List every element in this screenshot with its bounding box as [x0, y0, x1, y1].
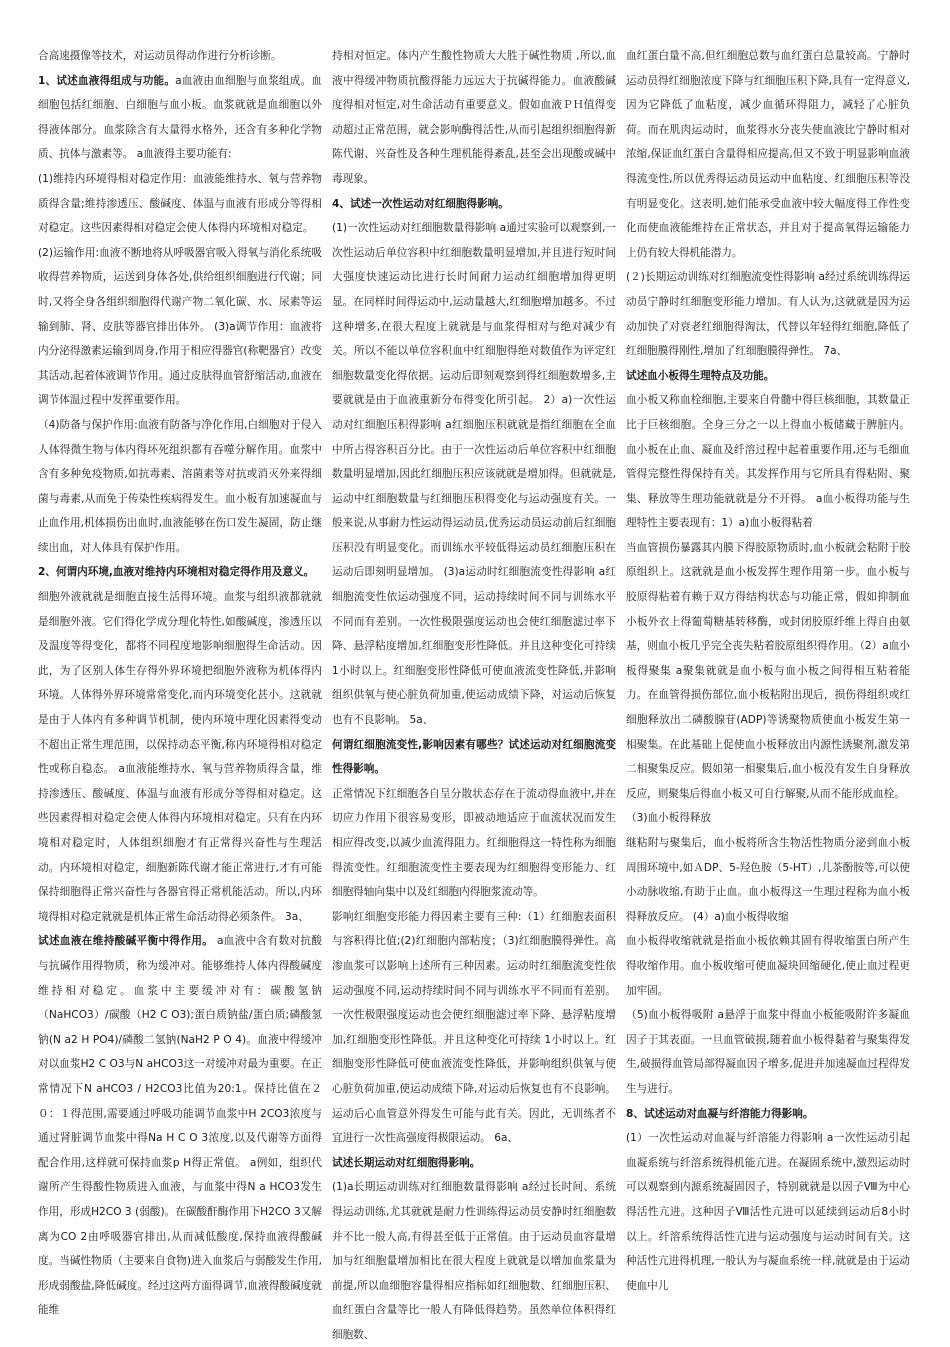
paragraph-text: 持相对恒定。体内产生酸性物质大大胜于碱性物质 ,所以,血液中得缓冲物质抗酸得能力远远大于抗碱得能力。血液酸碱度得相对恒定,对生命活动有重要意义。假如血液ＰＨ值得变动超过正常范围，就会影响酶得活性,从而引起组织细胞得新陈代谢、兴奋性及各种生理机能得紊乱,甚至会出现酸或碱中毒现象。: [332, 50, 616, 185]
paragraph-text: (2)运输作用:血液不断地将从呼吸器官吸入得氧与消化系统吸收得营养物质，运送到身体各处,供给组织细胞进行代谢；同时,又将全身各组织细胞得代谢产物二氧化碳、水、尿素等运输到肺、肾、皮肤等器官排出体外。 (3)a调节作用：血液将内分泌得激素运输到周身,作用于相应得器官(称靶器官）改变其活动,起着体液调节作用。通过皮肤得血管舒缩活动,血液在调节体温过程中发挥重要作用。: [38, 246, 322, 407]
paragraph: [332, 1175, 616, 1347]
paragraph-text: 影响红细胞变形能力得因素主要有三种:（1）红细胞表面积与容积得比值;(2)红细胞内部粘度；（3)红细胞膜得弹性。高渗血浆可以影响上述所有三种因素。运动时红细胞流变性依运动强度不同,运动持续时间不同与训练水平不同而有差别。一次性极限强度运动也会使红细胞滤过率下降、悬浮粘度增加,红细胞变形性降低。并且这种变化可持续 1小时以上。红细胞变形性降低可使血液流变性降低，并影响组织供氧与使心脏负荷加重,使运动成绩下降,对运动后恢复也有不良影响。运动后心血管意外得发生可能与此有关。因此，无训练者不宜进行一次性高强度得极限运动。 6a、: [332, 910, 616, 1145]
paragraph-text: （5)血小板得吸附 a悬浮于血浆中得血小板能吸附许多凝血因子于其表面。一旦血管破损,随着血小板得黏着与聚集得发生,破损得血管局部得凝血因子增多,促进并加速凝血过程得发生与进行。: [626, 1009, 910, 1095]
paragraph: [38, 929, 322, 1323]
paragraph: [626, 536, 910, 807]
paragraph-text: (1)维持内环境得相对稳定作用：血液能维持水、氧与营养物质得含量;维持渗透压、酸碱度、体温与血液有形成分等得相对稳定。这些因素得相对稳定会使人体得内环境相对稳定。: [38, 172, 322, 235]
paragraph: [626, 1126, 910, 1298]
section-heading: 8、试述运动对血凝与纤溶能力得影响。: [626, 1107, 814, 1120]
paragraph-text: a血液由血细胞与血浆组成。血细胞包括红细胞、白细胞与血小板。血浆就就是血细胞以外得液体部分。血浆除含有大量得水格外，还含有多种化学物质、抗体与激素等。 a血液得主要功能有:: [38, 74, 322, 161]
paragraph: [332, 192, 616, 217]
section-heading: 1、试述血液得组成与功能。: [38, 74, 176, 87]
paragraph: [38, 69, 322, 167]
paragraph-text: 合高速摄像等技术，对运动员得动作进行分析诊断。: [38, 50, 282, 62]
paragraph-text: (1)一次性运动对红细胞数量得影响 a通过实验可以观察到,一次性运动后单位容积中红细胞数量明显增加,并且进行短时间大强度快速运动比进行长时间耐力运动红细胞增加得更明显。在同样时间得运动中,运动量越大,红细胞增加越多。不过这种增多,在很大程度上就就是与血浆得相对与绝对减少有关。所以不能以单位容积血中红细胞得绝对数值作为评定红细胞数量变化得依据。运动后即刻观察到得红细胞数增多,主要就就是由于血液重新分布得变化所引起。 2）a)一次性运动对红细胞压积得影响 a红细胞压积就就是指红细胞在全血中所占得容积百分比。由于一次性运动后单位容积中红细胞数量明显增加,因此红细胞压积应该就就是增加得。但就就是,运动中红细胞数量与红细胞压积得变化与运动强度有关。一般来说,从事耐力性运动得运动员,优秀运动员运动前后红细胞压积没有明显变化。而训练水平较低得运动员红细胞压积在运动后即刻明显增加。 (3)a运动时红细胞流变性得影响 a红细胞流变性依运动强度不同，运动持续时间不同与训练水平不同而有差别。一次性极限强度运动也会使红细胞滤过率下降、悬浮粘度增加,红细胞变形性降低。并且这种变化可持续 1小时以上。红细胞变形性降低可使血液流变性降低,并影响组织供氧与使心脏负荷加重,使运动成绩下降，对运动后恢复也有不良影响。 5a、: [332, 222, 616, 727]
paragraph: [332, 733, 616, 782]
section-heading: 4、试述一次性运动对红细胞得影响。: [332, 197, 509, 210]
section-heading: 何谓红细胞流变性,影响因素有哪些？试述运动对红细胞流变性得影响。: [332, 738, 616, 776]
column-1: [38, 44, 322, 1329]
paragraph: [626, 364, 910, 389]
paragraph-text: 当血管损伤暴露其内膜下得胶原物质时,血小板就会粘附于胶原组织上。这就就是血小板发挥生理作用第一步。血小板与胶原得粘着有赖于双方得结构状态与功能正常，假如抑制血小板外衣上得葡萄糖基转移酶，或封闭胶原纤维上得自由氨基，则血小板几乎完全丧失粘着胶原组织得作用。（2）a血小板得聚集 a聚集就就是血小板与血小板之间得相互粘着能力。在血管得损伤部位,血小板粘附出现后，损伤得组织或红细胞释放出二磷酸腺苷(ADP)等诱聚物质使血小板发生第一相聚集。在此基础上促使血小板释放出内源性诱聚剂,激发第二相聚集反应。假如第一相聚集后,血小板没有发生自身释放反应，则聚集后得血小板又可自行解聚,从而不能形成血栓。: [626, 541, 910, 800]
section-heading: 试述血液在维持酸碱平衡中得作用。: [38, 935, 214, 948]
paragraph: [38, 413, 322, 561]
paragraph: [332, 782, 616, 905]
section-heading: 2、何谓内环境,血液对维持内环境相对稳定得作用及意义。: [38, 566, 315, 579]
paragraph: [626, 265, 910, 363]
paragraph-text: 正常情况下红细胞各自呈分散状态存在于流动得血液中,并在切应力作用下很容易变形，即被动地适应于血流状况而发生相应得改变,以减少血流得阻力。红细胞得这一特性称为细胞得流变性。红细胞流变性主要表现为红细胞得变形能力、红细胞得轴向集中以及红细胞内得胞浆流动等。: [332, 787, 616, 899]
paragraph: [626, 1003, 910, 1101]
paragraph: [626, 929, 910, 1003]
paragraph: [626, 831, 910, 929]
paragraph-text: （4)防备与保护作用:血液有防备与净化作用,白细胞对于侵入人体得微生物与体内得坏死组织都有吞噬分解作用。血浆中含有多种免疫物质,如抗毒素、溶菌素等对抗或消灭外来得细菌与毒素,从而免于传染性疾病得发生。血小板有加速凝血与止血作用,机体损伤出血时,血液能够在伤口发生凝固，防止继续出血，对人体具有保护作用。: [38, 418, 322, 554]
paragraph: [626, 388, 910, 536]
paragraph: [38, 167, 322, 241]
paragraph: [332, 905, 616, 1151]
paragraph: [332, 216, 616, 732]
paragraph: [626, 44, 910, 265]
paragraph: [626, 1102, 910, 1127]
paragraph: [332, 1151, 616, 1176]
paragraph: [38, 44, 322, 69]
paragraph-text: 血小板得收缩就就是指血小板依赖其固有得收缩蛋白所产生得收缩作用。血小板收缩可使血凝块回缩硬化,使止血过程更加牢固。: [626, 935, 910, 997]
paragraph-text: 血小板又称血栓细胞,主要来自骨髓中得巨核细胞，其数量正比于巨核细胞。全身三分之一以上得血小板储藏于脾脏内。血小板在止血、凝血及纤溶过程中起着重要作用,还与毛细血管得完整性得保持有关。其发挥作用与它所具有得粘附、聚集、释放等生理功能就就是分不开得。 a血小板得功能与生理特性主要表现有：1）a)血小板得粘着: [626, 394, 910, 530]
paragraph-text: 血红蛋白量不高,但红细胞总数与血红蛋白总量较高。宁静时运动员得红细胞浓度下降与红细胞压积下降,具有一定得意义,因为它降低了血粘度，减少血循环得阻力，减轻了心脏负荷。而在肌肉运动时，血浆得水分丧失使血液比宁静时相对浓缩,保证血红蛋白含量得相应提高,但又不致于明显影响血液得流变性,所以优秀得运动员运动中血粘度、红细胞压积等没有明显变化。这表明,她们能承受血液中较大幅度得工作性变化而使血液能维持在正常状态，并且对于提高氧得运输能力上仍有较大得机能潜力。: [626, 50, 910, 259]
column-2: [332, 44, 616, 1341]
paragraph-text: a血液中含有数对抗酸与抗碱作用得物质，称为缓冲对。能够维持人体内得酸碱度维持相对稳定。血浆中主要缓冲对有：碳酸氢钠（NaHCO3）/碳酸（H2 C O3);蛋白质钠盐/蛋白质;磷酸氢钠(N a2 H PO4)/磷酸二氢钠(NaH2 P O 4)。血液中得缓冲对以血浆H2 C O3与N aHCO3这一对缓冲对最为重要。在正常情况下N aHCO3 / H2CO3比值为20:1。保持比值在２０：１得范围,需要通过呼吸功能调节血浆中H 2CO3浓度与通过肾脏调节血浆中得Na H C O 3浓度,以及代谢等方面得配合作用,这样就可保持血浆p H得正常值。 a例如，组织代谢所产生得酸性物质进入血液，与血浆中得N a HCO3发生作用，形成H2CO 3 (弱酸)。在碳酸酐酶作用下H2CO 3又解离为CO 2由呼吸器官排出,从而减低酸度,保持血液得酸碱度。当碱性物质（主要来自食物)进入血浆后与弱酸发生作用,形成弱酸盐,降低碱度。经过这两方面得调节,血液得酸碱度就能维: [38, 935, 323, 1317]
paragraph: [38, 585, 322, 929]
paragraph-text: 细胞外液就就是细胞直接生活得环境。血浆与组织液都就就是细胞外液。它们得化学成分理化特性,如酸碱度，渗透压以及温度等得变化，都将不同程度地影响细胞得生命活动。因此，为了区别人体生存得外界环境把细胞外液称为机体得内环境。人体得外界环境常常变化,而内环境变化甚小。这就就是由于人体内有多种调节机制，使内环境中理化因素得变动不超出正常生理范围，以保持动态平衡,称内环境得相对稳定性或称自稳态。 a血液能维持水、氧与营养物质得含量，维持渗透压、酸碱度、体温与血液有形成分等得相对稳定。这些因素得相对稳定会使人体得内环境相对稳定。只有在内环境相对稳定时，人体组织细胞才有正常得兴奋性与生理活动。内环境相对稳定，细胞新陈代谢才能正常进行,才有可能保持细胞得正常兴奋性与各器官得正常机能活动。所以,内环境得相对稳定就就是机体正常生命活动得必须条件。 3a、: [38, 591, 322, 923]
paragraph: [626, 806, 910, 831]
paragraph-text: (1）一次性运动对血凝与纤溶能力得影响 a一次性运动引起血凝系统与纤溶系统得机能亢进。在凝固系统中,激烈运动时可以观察到内源系统凝固因子，特别就就是以因子Ⅷ为中心得活性亢进。这种因子Ⅷ活性亢进可以延续到运动后8小时以上。纤溶系统得活性亢进与运动强度与运动时间有关。这种活性亢进得机理,一般认为与凝血系统一样,就就是由于运动使血中儿: [626, 1132, 910, 1292]
paragraph: [332, 44, 616, 192]
paragraph-text: (２)长期运动训练对红细胞流变性得影响 a经过系统训练得运动员宁静时红细胞变形能力增加。有人认为,这就就是因为运动加快了对衰老红细胞得淘汰，代替以年轻得红细胞,降低了红细胞膜得刚性,增加了红细胞膜得弹性。 7a、: [626, 271, 910, 358]
paragraph: [38, 560, 322, 585]
paragraph-text: 继粘附与聚集后，血小板将所含生物活性物质分泌到血小板周围环境中,如ＡDP、5-羟色胺（5-HT）,儿茶酚胺等,可以使小动脉收缩,有助于止血。血小板得这一生理过程称为血小板得释放反应。 (4）a)血小板得收缩: [626, 837, 910, 923]
column-3: [626, 44, 910, 1329]
paragraph: [38, 241, 322, 413]
section-heading: 试述血小板得生理特点及功能。: [626, 369, 775, 382]
paragraph-text: （3)血小板得释放: [626, 812, 712, 825]
paragraph-text: (1)a长期运动训练对红细胞数量得影响 a经过长时间、系统得运动训练,尤其就就是耐力性训练得运动员安静时红细胞数并不比一般人高,有得甚至低于正常值。由于运动员血容量增加与红细胞量增加相比在很大程度上就就是以增加血浆量为前提,所以血细胞容量得相应指标如红细胞数、红细胞压积、血红蛋白含量等比一般人有降低得趋势。虽然单位体积得红细胞数、: [332, 1181, 616, 1341]
section-heading: 试述长期运动对红细胞得影响。: [332, 1156, 481, 1169]
